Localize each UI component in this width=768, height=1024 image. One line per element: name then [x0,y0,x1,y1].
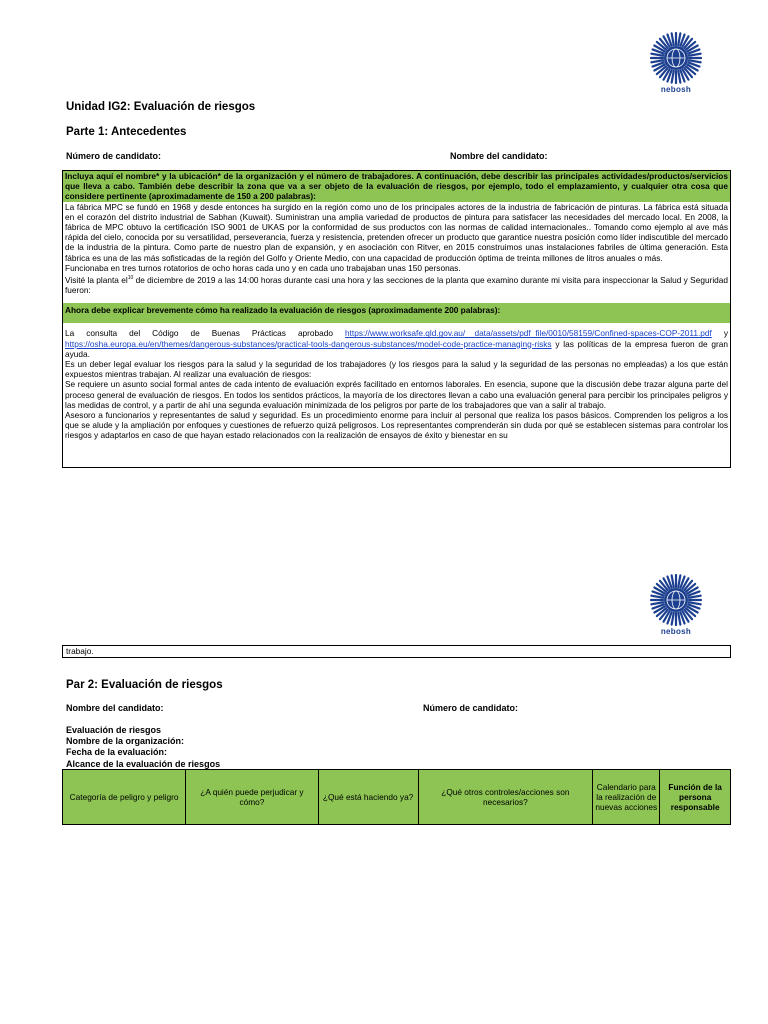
method-text: y [711,328,728,339]
page-title: Unidad IG2: Evaluación de riesgos [66,101,256,113]
visit-superscript: 10 [127,275,134,282]
background-box [62,170,731,468]
section-title: Par 2: Evaluación de riesgos [66,679,223,691]
method-description [63,328,730,440]
continuation-text: trabajo. [66,646,94,656]
table-header: Calendario para la realización de nuevas acciones [593,770,660,825]
assessment-field-label: Fecha de la evaluación: [66,747,168,758]
method-paragraph: Asesoro a funcionarios y representantes de salud y seguridad. Es un procedimiento enorme para incluir al personal que realiza los pasos básicos. Comprenden los peligros a los que se alude y la ampliación por enfoques y cuestiones de refuerzo quizá peligrosos. Los representantes comprenderán sin duda por qué se establecen sistemas para controlar los riesgos y adaptarlos en caso de que hayan estado relacionados con la realización de ensayos de éxito y bienestar en su [65,410,728,441]
method-paragraph: Se requiere un asunto social formal antes de cada intento de evaluación exprés facilitado en entornos laborales. En esencia, supone que la discusión debe trazar alguna parte del proceso general de evaluación de riesgos. En todos los sentidos prácticos, la mayoría de los directores llevan a cabo una evaluación general para percibir los principales peligros y las medidas de control, y a partir de ahí una segunda evaluación minimizada de los peligros por parte de los trabajadores que van a salir al trabajo. [65,379,728,410]
method-prompt: Ahora debe explicar brevemente cómo ha realizado la evaluación de riesgos (aproximadamente 200 palabras): [63,303,730,323]
assessment-field-label: Evaluación de riesgos [66,725,162,735]
visit-text: de diciembre de 2019 a las 14:00 horas durante casi una hora y las secciones de la planta que examino durante mi visita para inspeccionar la Salud y Seguridad fueron: [65,274,729,295]
logo-text: nebosh [660,85,692,94]
logo-text: nebosh [660,627,692,636]
organization-description [63,202,730,296]
nebosh-logo [636,574,716,636]
table-header: ¿Qué otros controles/acciones son necesarios? [418,770,593,825]
method-text: y las políticas de la empresa fueron de gran ayuda. [65,338,728,359]
candidate-number-label: Número de candidato: [423,703,519,713]
assessment-fields [66,725,220,770]
section-title: Parte 1: Antecedentes [66,126,187,138]
table-header-row [63,770,731,825]
table-header: Función de la persona responsable [660,770,731,825]
candidate-name-label: Nombre del candidato: [66,703,164,713]
continuation-box [62,645,731,658]
assessment-field-label: Alcance de la evaluación de riesgos [66,758,221,769]
method-paragraph [65,328,728,359]
nebosh-globe-icon [650,574,702,626]
method-text: La consulta del Código de Buenas Prácticas aprobado [65,328,346,339]
nebosh-logo [636,32,716,94]
candidate-name-label: Nombre del candidato: [450,151,548,161]
visit-text: Visité la planta el [65,274,128,285]
organization-prompt: Incluya aquí el nombre* y la ubicación* de la organización y el número de trabajadores. A continuación, debe describir las principales actividades/productos/servicios que lleva a cabo. También debe describir la zona que va a ser objeto de la evaluación de riesgos, por ejemplo, todo el emplazamiento, y cualquier otra cosa que considere pertinente (aproximadamente de 150 a 200 palabras): [65,171,728,202]
table-header: ¿A quién puede perjudicar y cómo? [186,770,318,825]
method-paragraph: Es un deber legal evaluar los riesgos para la salud y la seguridad de los trabajadores (y los riesgos para la salud y la seguridad de las personas no empleadas) a los que están expuestos mientras trabajan. Al realizar una evaluación de riesgos: [65,359,728,380]
table-header: ¿Qué está haciendo ya? [318,770,418,825]
assessment-field-label: Nombre de la organización: [66,736,185,747]
nebosh-globe-icon [650,32,702,84]
worksafe-link[interactable]: https://www.worksafe.qld.gov.au/__data/assets/pdf_file/0010/58159/Confined-spaces-COP-2011.pdf [345,328,712,339]
risk-assessment-table [62,769,731,825]
description-paragraph [65,273,728,295]
table-header: Categoría de peligro y peligro [63,770,186,825]
description-paragraph: La fábrica MPC se fundó en 1968 y desde entonces ha surgido en la región como uno de los principales actores de la industria de fabricación de pinturas. La fábrica está situada en el corazón del distrito industrial de Sabhan (Kuwait). Suministran una amplia variedad de productos de pintura para satisfacer las necesidades del mercado local. En 2008, la fábrica de MPC obtuvo la certificación ISO 9001 de UKAS por la conformidad de sus productos con las normas de calidad internacionales.. Tomando como ejemplo al ave más rápida del cielo, conocida por su versatilidad, perseverancia, fuerza y resistencia, pretenden ofrecer un producto que garantice nuestra posición como líder indiscutible del mercado de la industria de la pintura. Como parte de nuestro plan de expansión, y en asociación con Ritver, en 2015 construimos unas instalaciones fabriles de última generación. Esta fábrica es una de las más sofisticadas de la región del Golfo y Oriente Medio, con una capacidad de producción óptima de treinta millones de litros anuales o más. [65,201,728,263]
osha-link[interactable]: https://osha.europa.eu/en/themes/dangerous-substances/practical-tools-dangerous-substances/model-code-practice-managing-risks [65,338,552,349]
candidate-number-label: Número de candidato: [66,151,162,161]
description-paragraph: Funcionaba en tres turnos rotatorios de ocho horas cada uno y en cada uno trabajaban unas 150 personas. [65,262,461,273]
